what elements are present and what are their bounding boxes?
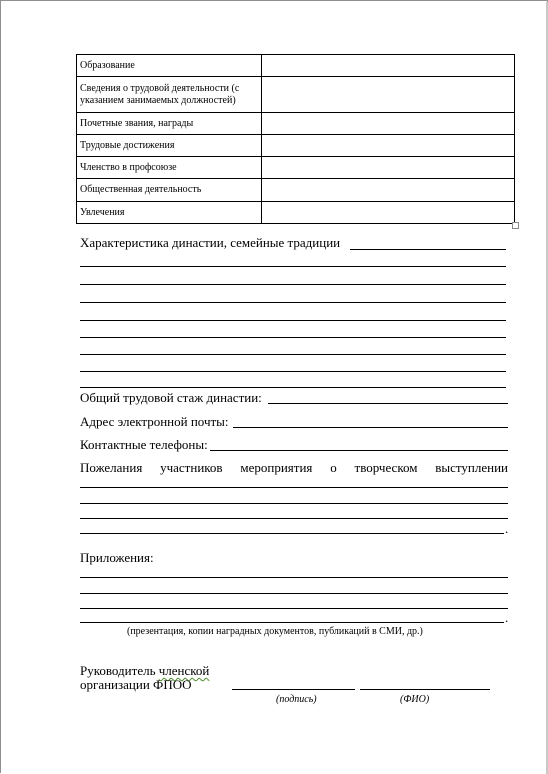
- signature-title-line2: организации ФПОО: [80, 677, 192, 692]
- table-cell-label: Образование: [77, 55, 262, 77]
- wishes-fill-line[interactable]: [80, 487, 508, 488]
- attachments-fill-line[interactable]: [80, 593, 508, 594]
- table-cell-label: Увлечения: [77, 202, 262, 224]
- wishes-fill-line[interactable]: [80, 503, 508, 504]
- table-row: [77, 157, 515, 179]
- dynasty-label: Характеристика династии, семейные традиции: [80, 235, 341, 250]
- phones-fill-line[interactable]: [210, 450, 508, 451]
- table-row: [77, 135, 515, 157]
- table-row: [77, 179, 515, 202]
- table-cell-value[interactable]: [262, 113, 515, 135]
- attachments-fill-line[interactable]: [80, 608, 508, 609]
- table-row: [77, 55, 515, 77]
- signature-caption: (подпись): [276, 694, 317, 705]
- attachments-fill-line[interactable]: [80, 577, 508, 578]
- name-caption: (ФИО): [400, 694, 430, 705]
- email-label: Адрес электронной почты:: [80, 414, 229, 429]
- wishes-fill-line[interactable]: [80, 533, 504, 534]
- attachments-fill-line[interactable]: [80, 622, 504, 623]
- dynasty-fill-line[interactable]: [80, 284, 506, 285]
- signature-title-word: членской: [158, 663, 210, 678]
- experience-fill-line[interactable]: [268, 403, 508, 404]
- table-cell-value[interactable]: [262, 157, 515, 179]
- table-row: [77, 113, 515, 135]
- attachments-label: Приложения:: [80, 550, 154, 565]
- info-table: [76, 54, 515, 224]
- dynasty-fill-line[interactable]: [350, 249, 506, 250]
- dynasty-fill-line[interactable]: [80, 387, 506, 388]
- table-cell-label: Почетные звания, награды: [77, 113, 262, 135]
- dynasty-fill-line[interactable]: [80, 302, 506, 303]
- wishes-fill-line[interactable]: [80, 518, 508, 519]
- dynasty-fill-line[interactable]: [80, 337, 506, 338]
- name-line[interactable]: [360, 689, 490, 690]
- wishes-period: .: [505, 521, 509, 536]
- table-row: [77, 202, 515, 224]
- email-fill-line[interactable]: [233, 427, 508, 428]
- table-resize-handle[interactable]: [512, 222, 519, 229]
- experience-label: Общий трудовой стаж династии:: [80, 390, 262, 405]
- phones-label: Контактные телефоны:: [80, 437, 208, 452]
- table-row: [77, 77, 515, 113]
- table-cell-value[interactable]: [262, 202, 515, 224]
- signature-line[interactable]: [232, 689, 355, 690]
- dynasty-fill-line[interactable]: [80, 371, 506, 372]
- signature-title-line1: [80, 664, 209, 678]
- table-cell-value[interactable]: [262, 55, 515, 77]
- table-cell-value[interactable]: [262, 179, 515, 202]
- table-cell-value[interactable]: [262, 77, 515, 113]
- table-cell-value[interactable]: [262, 135, 515, 157]
- table-cell-label: Сведения о трудовой деятельности (с указанием занимаемых должностей): [77, 77, 262, 113]
- table-cell-label: Общественная деятельность: [77, 179, 262, 202]
- table-cell-label: Членство в профсоюзе: [77, 157, 262, 179]
- table-cell-label: Трудовые достижения: [77, 135, 262, 157]
- wishes-label: Пожелания участников мероприятия о творческом выступлении: [80, 460, 508, 475]
- signature-title-prefix: Руководитель: [80, 663, 159, 678]
- attachments-note: (презентация, копии наградных документов, публикаций в СМИ, др.): [127, 626, 423, 637]
- dynasty-fill-line[interactable]: [80, 320, 506, 321]
- dynasty-fill-line[interactable]: [80, 266, 506, 267]
- attachments-period: .: [505, 610, 509, 625]
- dynasty-fill-line[interactable]: [80, 354, 506, 355]
